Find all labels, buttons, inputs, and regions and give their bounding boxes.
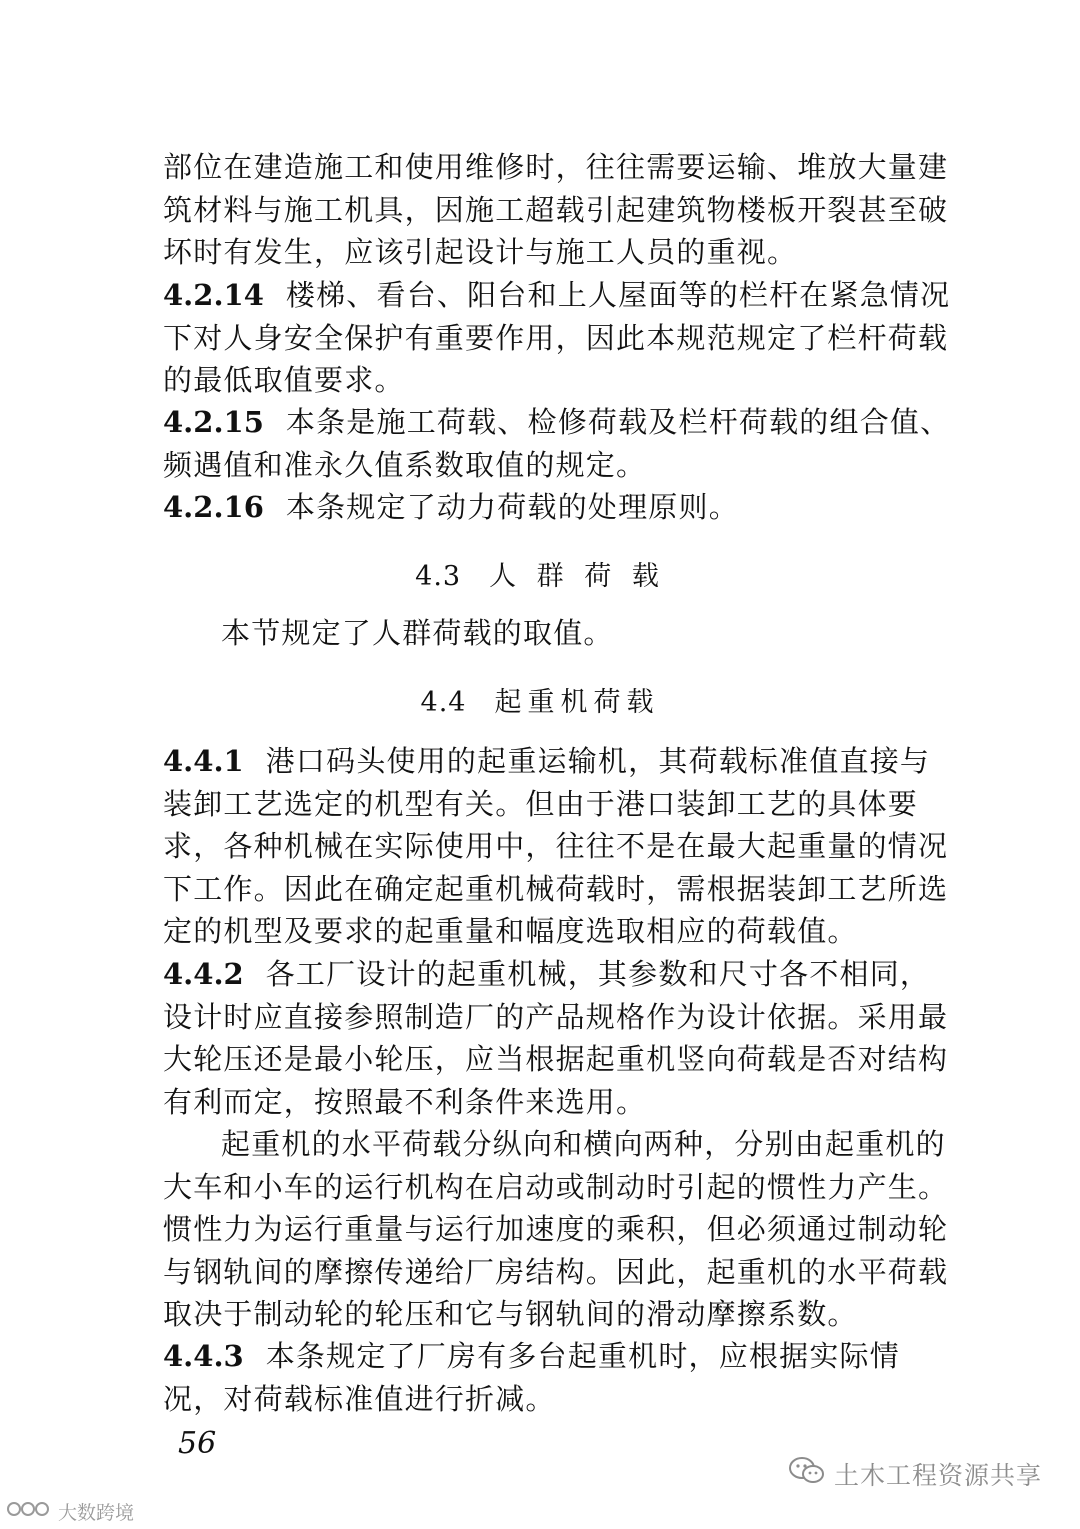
clause-text: 楼梯、看台、阳台和上人屋面等的栏杆在紧急情况下对人身安全保护有重要作用，因此本规范规定了栏杆荷载的最低取值要求。 bbox=[163, 278, 951, 398]
clause-number: 4.2.15 bbox=[163, 405, 264, 439]
section-title: 人 群 荷 载 bbox=[489, 561, 665, 592]
section-4-3-body bbox=[163, 612, 953, 655]
clause-4-2-16 bbox=[163, 486, 953, 529]
wechat-icon bbox=[788, 1456, 826, 1492]
watermark-left bbox=[6, 1498, 134, 1525]
clause-text: 本条是施工荷载、检修荷载及栏杆荷载的组合值、频遇值和准永久值系数取值的规定。 bbox=[163, 405, 951, 482]
page-number: 56 bbox=[178, 1426, 217, 1461]
watermark-right-text: 土木工程资源共享 bbox=[834, 1461, 1043, 1490]
paragraph-text: 本节规定了人群荷载的取值。 bbox=[221, 616, 614, 650]
clause-number: 4.4.2 bbox=[163, 957, 244, 991]
paragraph-continuation bbox=[163, 146, 953, 274]
clause-4-2-14 bbox=[163, 274, 953, 402]
section-heading-4-4 bbox=[0, 680, 1080, 719]
clause-4-4-3 bbox=[163, 1335, 953, 1420]
paragraph-text: 起重机的水平荷载分纵向和横向两种，分别由起重机的大车和小车的运行机构在启动或制动时引起的惯性力产生。惯性力为运行重量与运行加速度的乘积，但必须通过制动轮与钢轨间的摩擦传递给厂房结构。因此，起重机的水平荷载取决于制动轮的轮压和它与钢轨间的滑动摩擦系数。 bbox=[163, 1127, 949, 1332]
watermark-right bbox=[788, 1456, 1042, 1492]
paragraph-text: 部位在建造施工和使用维修时，往往需要运输、堆放大量建筑材料与施工机具，因施工超载引起建筑物楼板开裂甚至破坏时有发生，应该引起设计与施工人员的重视。 bbox=[163, 150, 949, 270]
section-number: 4.3 bbox=[415, 561, 462, 592]
paragraph-horizontal-load bbox=[163, 1123, 953, 1336]
clause-text: 本条规定了厂房有多台起重机时，应根据实际情况，对荷载标准值进行折减。 bbox=[163, 1339, 900, 1416]
clause-4-4-1 bbox=[163, 740, 953, 953]
clause-text: 本条规定了动力荷载的处理原则。 bbox=[285, 490, 739, 524]
clause-text: 各工厂设计的起重机械，其参数和尺寸各不相同，设计时应直接参照制造厂的产品规格作为设计依据。采用最大轮压还是最小轮压，应当根据起重机竖向荷载是否对结构有利而定，按照最不利条件来选用。 bbox=[163, 957, 949, 1119]
clause-number: 4.4.1 bbox=[163, 744, 244, 778]
watermark-left-text: 大数跨境 bbox=[58, 1502, 135, 1524]
clause-number: 4.2.14 bbox=[163, 278, 264, 312]
clause-number: 4.2.16 bbox=[163, 490, 264, 524]
section-heading-4-3 bbox=[0, 554, 1080, 593]
section-title: 起重机荷载 bbox=[494, 687, 660, 718]
clause-number: 4.4.3 bbox=[163, 1339, 244, 1373]
clause-4-4-2 bbox=[163, 953, 953, 1123]
clause-text: 港口码头使用的起重运输机，其荷载标准值直接与装卸工艺选定的机型有关。但由于港口装卸工艺的具体要求，各种机械在实际使用中，往往不是在最大起重量的情况下工作。因此在确定起重机械荷载时，需根据装卸工艺所选定的机型及要求的起重量和幅度选取相应的荷载值。 bbox=[163, 744, 949, 949]
brand-logo-icon bbox=[6, 1498, 50, 1525]
clause-4-2-15 bbox=[163, 401, 953, 486]
section-number: 4.4 bbox=[420, 687, 467, 718]
